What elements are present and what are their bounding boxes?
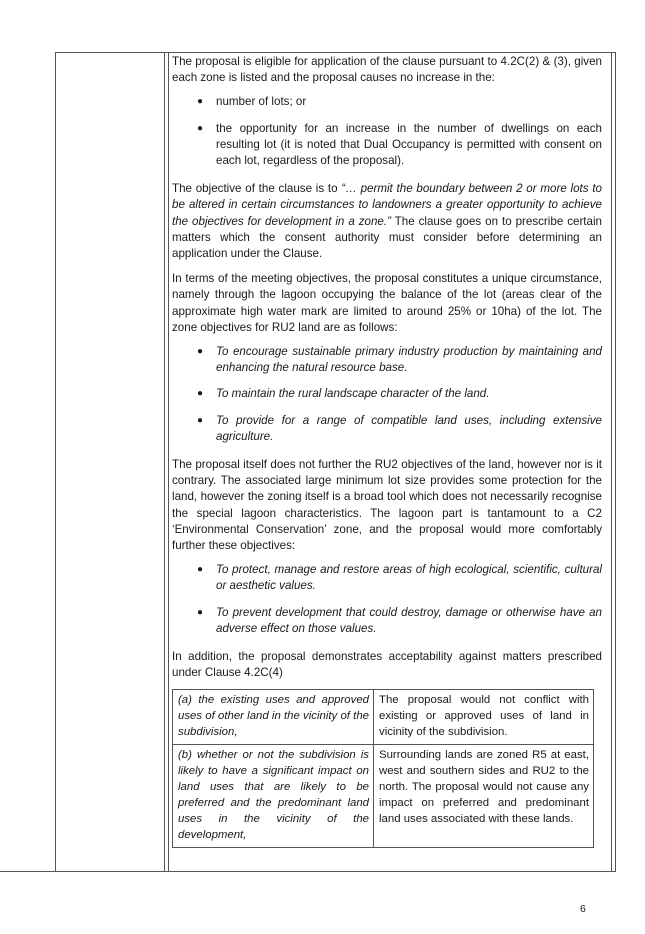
- list-item: ● the opportunity for an increase in the number of dwellings on each resulting lot (it is noted that Dual Occupancy is permitted with consent on each lot, regardless of the proposal).: [197, 121, 602, 168]
- list-item: ● To provide for a range of compatible land uses, including extensive agriculture.: [197, 413, 602, 443]
- bullet-icon: ●: [197, 96, 204, 108]
- matters-table: [172, 689, 594, 848]
- bullet-icon: ●: [197, 564, 204, 576]
- response-cell: Surrounding lands are zoned R5 at east, west and southern sides and RU2 to the north. The proposal would not cause any impact on preferred and predominant land uses associated with these lands.: [374, 744, 594, 847]
- bullet-icon: ●: [197, 414, 204, 426]
- matter-cell: (a) the existing uses and approved uses of other land in the vicinity of the subdivision,: [173, 689, 374, 744]
- matter-cell: (b) whether or not the subdivision is likely to have a significant impact on land uses that are likely to be preferred and the predominant land uses in the vicinity of the development,: [173, 744, 374, 847]
- table-row: [173, 689, 594, 744]
- bullet-icon: ●: [197, 388, 204, 400]
- list-item: ● To prevent development that could destroy, damage or otherwise have an adverse effect on those values.: [197, 605, 602, 635]
- assessment-content: [172, 54, 602, 848]
- column-divider: [164, 53, 165, 872]
- bullet-icon: ●: [197, 606, 204, 618]
- list-item: ● To encourage sustainable primary industry production by maintaining and enhancing the natural resource base.: [197, 345, 602, 375]
- bottom-rule: [0, 871, 616, 872]
- list-item: ● number of lots; or: [172, 94, 602, 110]
- objective-paragraph: The objective of the clause is to “… permit the boundary between 2 or more lots to be altered in certain circumstances to landowners a greater opportunity to achieve the objectives for development in a zone.” The clause goes on to prescribe certain matters which the consent authority must consider before determining an application under the Clause.: [172, 182, 603, 261]
- page-number: 6: [580, 903, 586, 915]
- table-row: [173, 744, 594, 847]
- column-divider: [168, 53, 169, 872]
- column-divider: [611, 53, 612, 872]
- addition-paragraph: In addition, the proposal demonstrates acceptability against matters prescribed under Clause 4.2C(4): [172, 650, 602, 680]
- c2-objectives-list: [172, 562, 602, 637]
- further-paragraph: The proposal itself does not further the RU2 objectives of the land, however nor is it contrary. The associated large minimum lot size provides some protection for the land, however the zoning itself is a broad tool which does not necessarily recognise the special lagoon characteristics. The lagoon part is tantamount to a C2 ‘Environmental Conservation’ zone, and the proposal would more comfortably further these objectives:: [172, 458, 602, 553]
- bullet-icon: ●: [197, 346, 204, 358]
- terms-paragraph: In terms of the meeting objectives, the proposal constitutes a unique circumstance, namely through the lagoon occupying the balance of the lot (areas clear of the approximate high water mark are limited to around 25% or 10ha) of the lot. The zone objectives for RU2 land are as follows:: [172, 272, 602, 334]
- list-item: ● To maintain the rural landscape character of the land.: [172, 386, 602, 402]
- list-item: ● To protect, manage and restore areas of high ecological, scientific, cultural or aesthetic values.: [197, 563, 602, 593]
- bullet-icon: ●: [197, 122, 204, 134]
- response-cell: The proposal would not conflict with existing or approved uses of land in vicinity of the subdivision.: [374, 689, 594, 744]
- ru2-objectives-list: [172, 344, 602, 445]
- intro-paragraph: The proposal is eligible for application of the clause pursuant to 4.2C(2) & (3), given each zone is listed and the proposal causes no increase in the:: [172, 55, 602, 85]
- intro-bullet-list: [172, 94, 602, 169]
